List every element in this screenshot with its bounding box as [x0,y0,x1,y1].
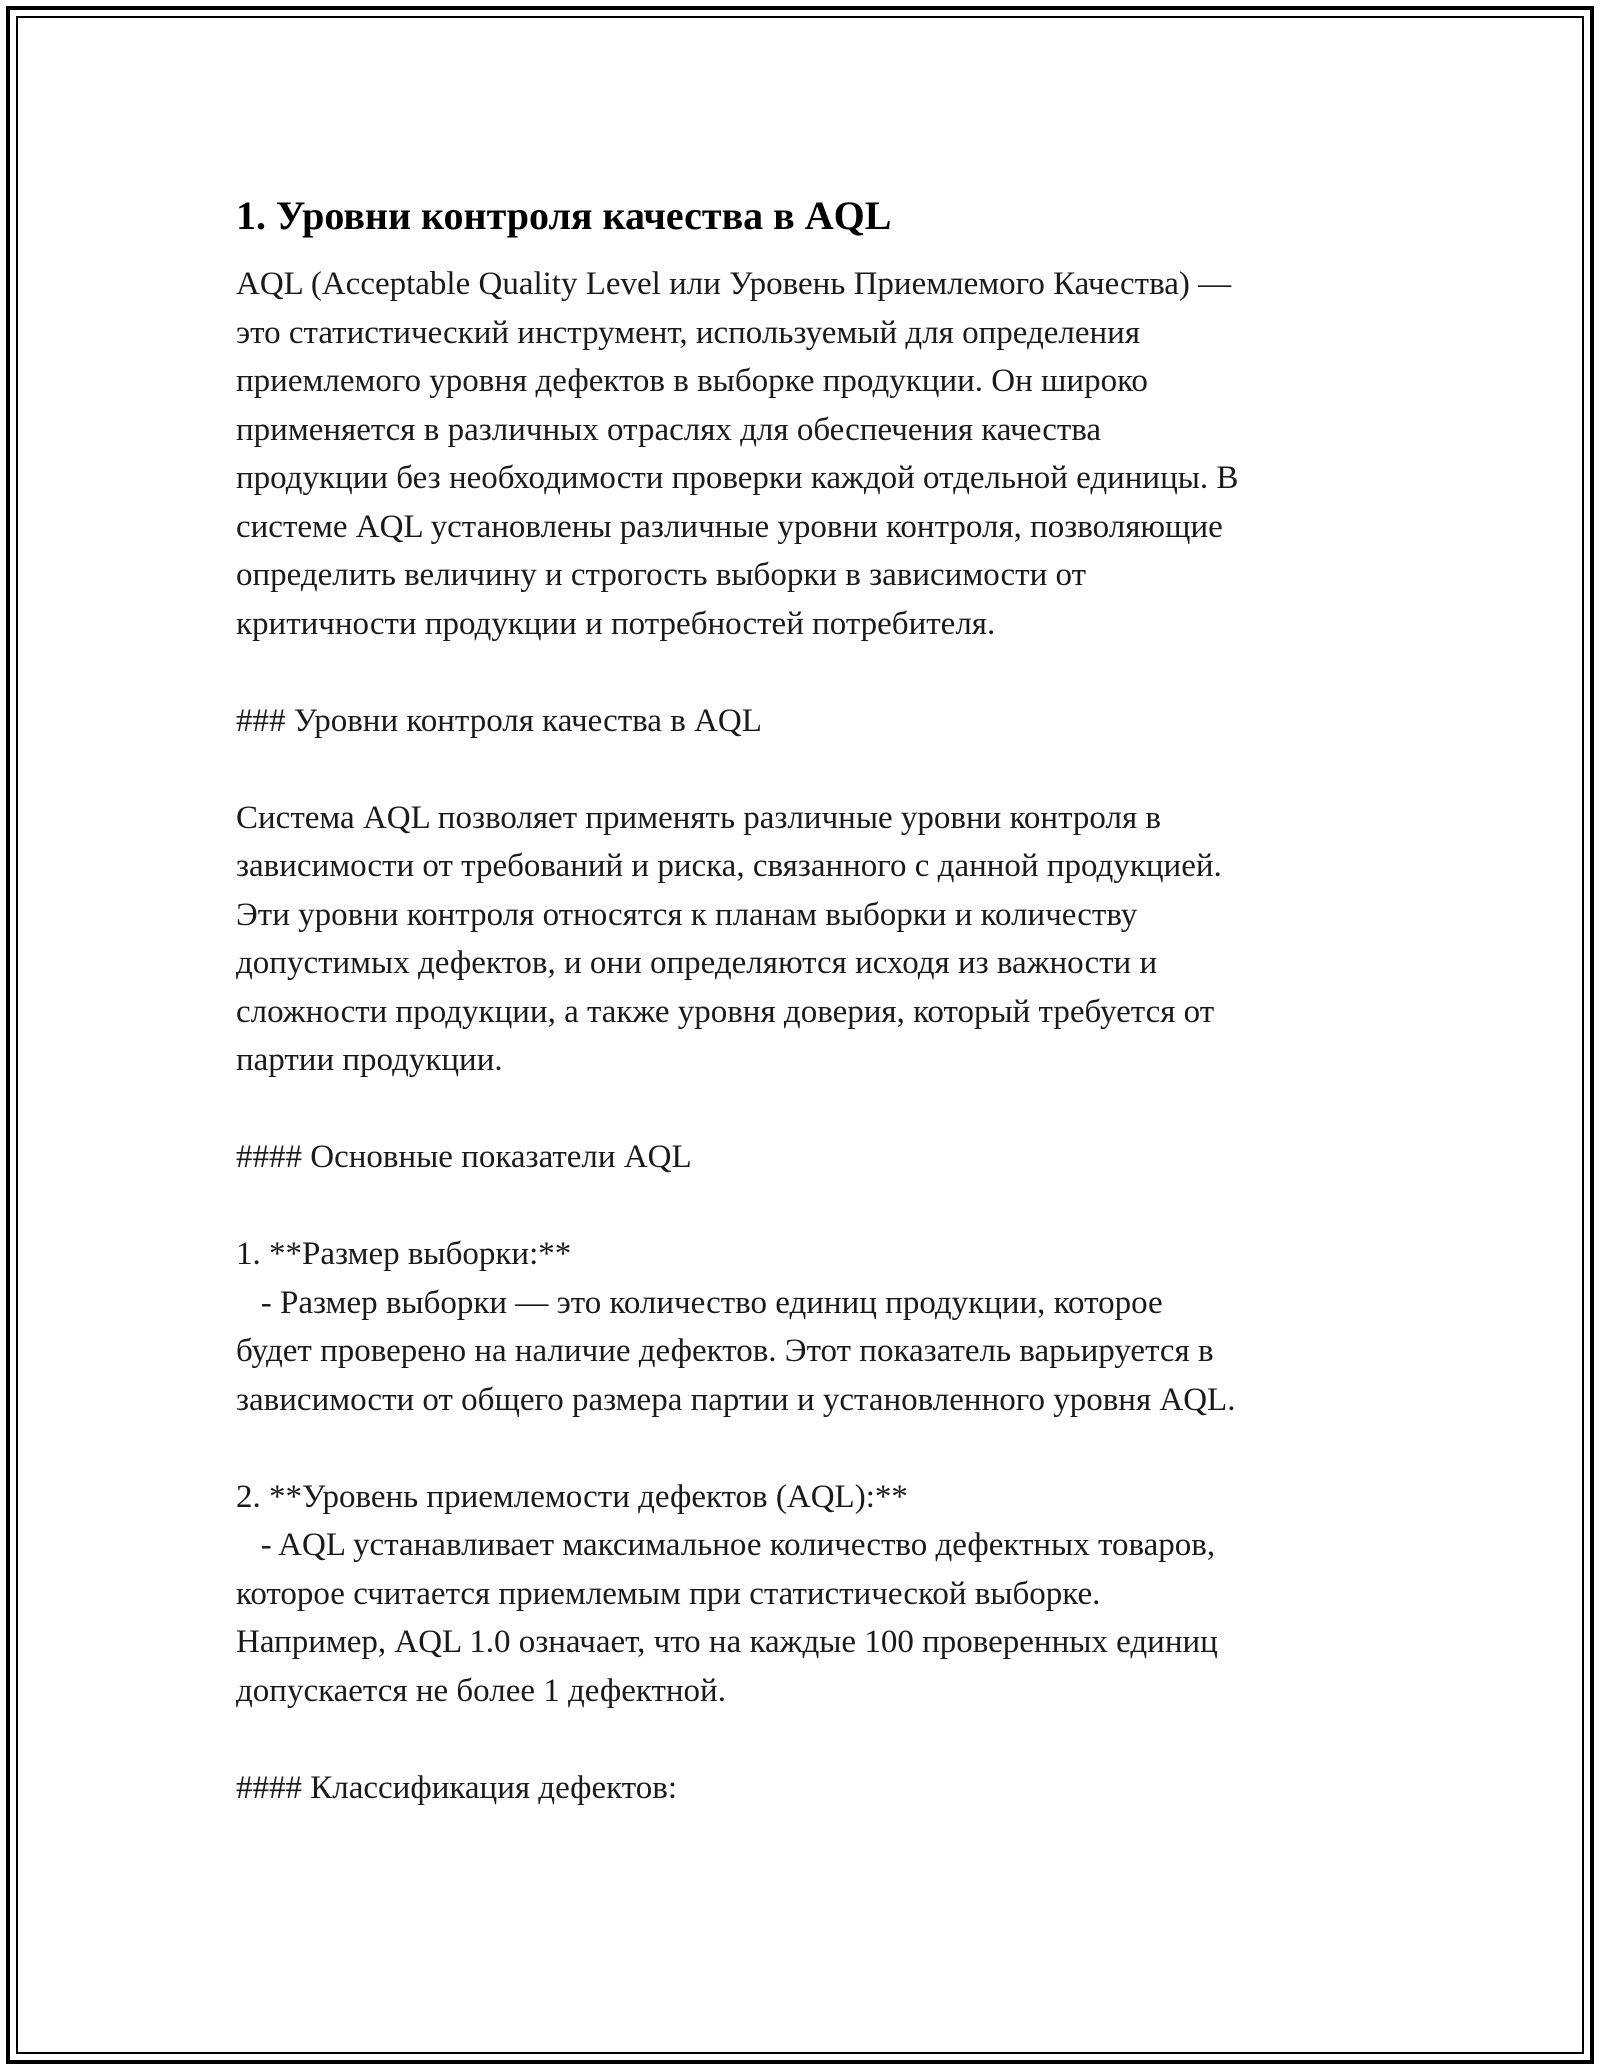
text-line: допускается не более 1 дефектной. [236,1672,726,1709]
text-line: определить величину и строгость выборки в зависимости от [236,557,1086,593]
text-line: допустимых дефектов, и они определяются исходя из важности и [236,945,1158,981]
text-line: Система AQL позволяет применять различные уровни контроля в [236,799,1161,836]
text-line: сложности продукции, а также уровня доверия, который требуется от [236,993,1215,1030]
document-title: 1. Уровни контроля качества в AQL [236,193,892,238]
text-line: зависимости от требований и риска, связанного с данной продукцией. [236,848,1222,884]
blank-line [236,1085,1366,1134]
text-line: это статистический инструмент, используемый для определения [236,314,1141,351]
document-page [236,180,1366,1812]
text-line: Эти уровни контроля относятся к планам выборки и количеству [236,896,1138,933]
blank-line [236,1715,1366,1764]
text-line: ### Уровни контроля качества в AQL [236,702,762,739]
blank-line [236,745,1366,794]
text-line: партии продукции. [236,1042,503,1078]
blank-line [236,1424,1366,1473]
document-body [236,260,1366,1812]
blank-line [236,1182,1366,1231]
text-line: 2. **Уровень приемлемости дефектов (AQL):** [236,1478,908,1515]
text-line: #### Классификация дефектов: [236,1769,678,1806]
text-line: AQL (Acceptable Quality Level или Уровень Приемлемого Качества) — [236,266,1232,302]
text-line: Например, AQL 1.0 означает, что на каждые 100 проверенных единиц [236,1624,1218,1660]
blank-line [236,648,1366,697]
text-line: применяется в различных отраслях для обеспечения качества [236,411,1102,448]
text-line: системе AQL установлены различные уровни контроля, позволяющие [236,508,1223,545]
text-line: которое считается приемлемым при статистической выборке. [236,1575,1101,1612]
text-line: 1. **Размер выборки:** [236,1236,572,1272]
text-line: зависимости от общего размера партии и установленного уровня AQL. [236,1381,1236,1418]
text-line: будет проверено на наличие дефектов. Этот показатель варьируется в [236,1333,1214,1369]
text-line: #### Основные показатели AQL [236,1139,692,1175]
text-line: - Размер выборки — это количество единиц продукции, которое [236,1284,1163,1321]
text-line: критичности продукции и потребностей потребителя. [236,605,996,642]
text-line: - AQL устанавливает максимальное количество дефектных товаров, [236,1527,1216,1563]
text-line: приемлемого уровня дефектов в выборке продукции. Он широко [236,363,1148,399]
text-line: продукции без необходимости проверки каждой отдельной единицы. В [236,460,1239,496]
